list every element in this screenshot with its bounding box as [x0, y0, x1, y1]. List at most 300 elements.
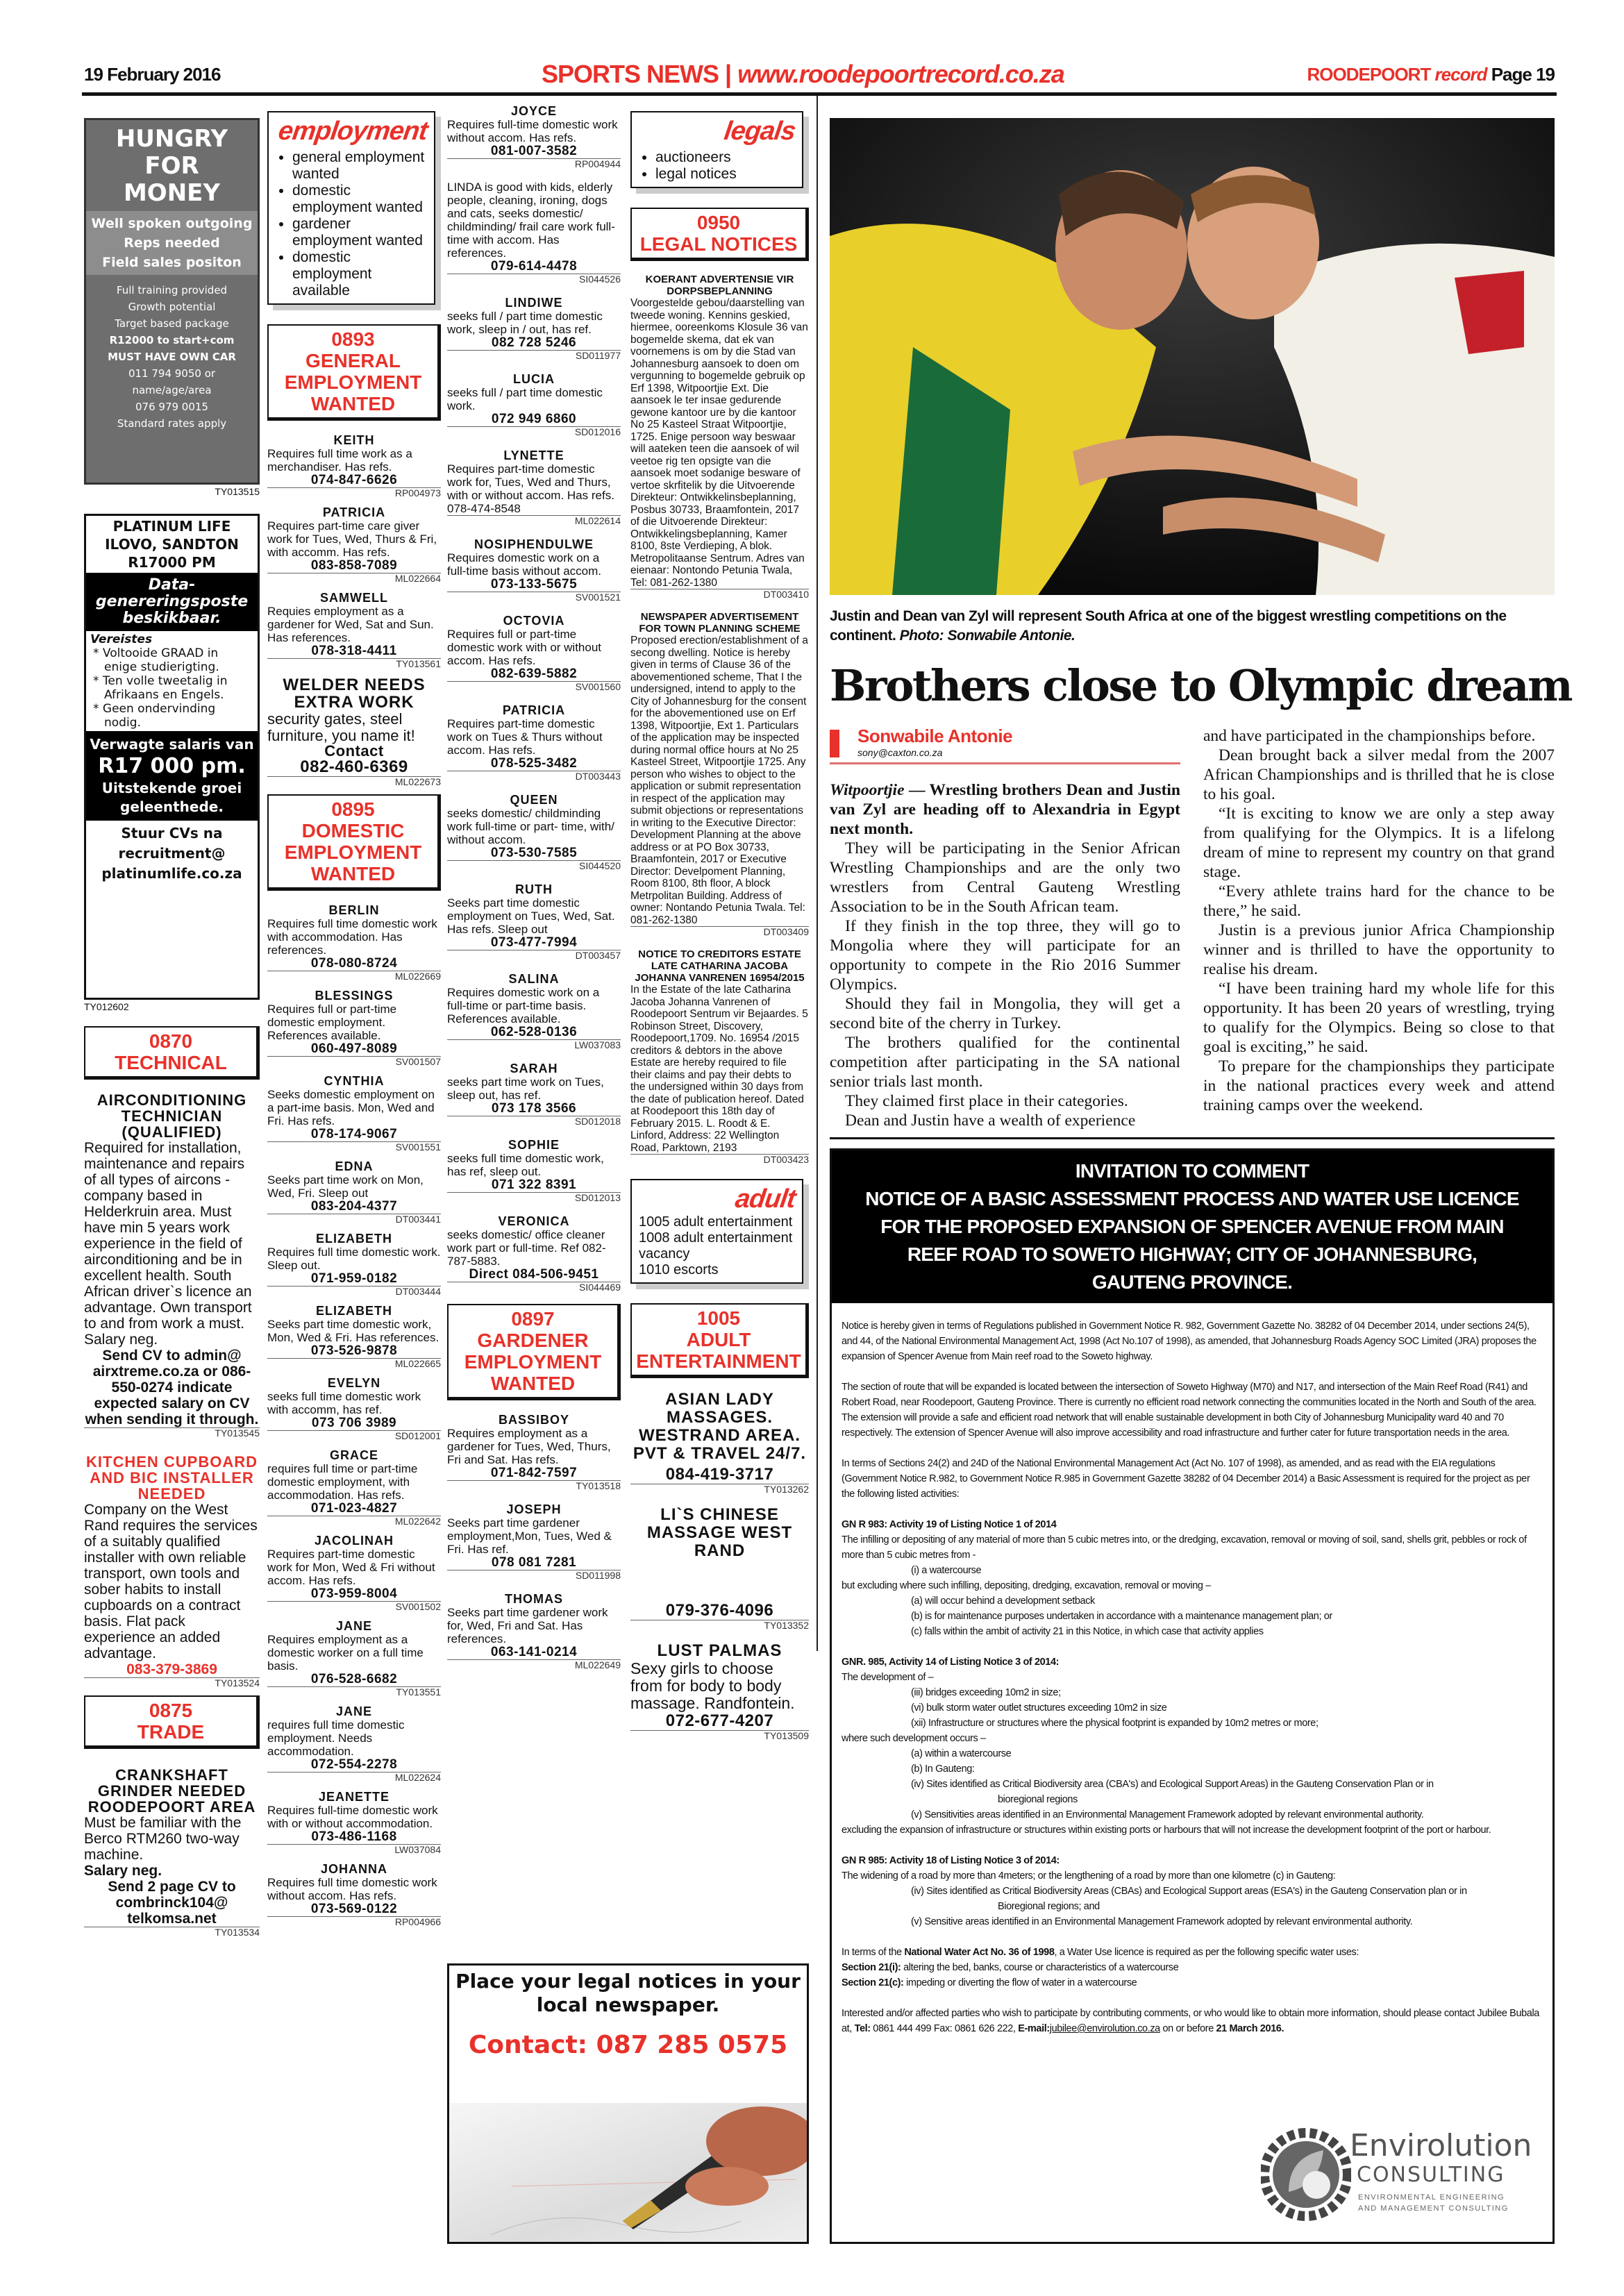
ad-ref: DT003441 — [267, 1214, 441, 1225]
ad-ref: SD012013 — [447, 1192, 621, 1203]
ad-name: KEITH — [333, 433, 375, 447]
ad-detail-line: MUST HAVE OWN CAR — [108, 351, 236, 363]
ad-phone: 079-376-4096 — [665, 1601, 774, 1620]
notice-text: In the Estate of the late Catharina Jacoba Johanna Vanrenen of Roodepoort Sentrum vir Bejaardes. 5 Robinson Street, Discovery, Roodepoort,1709. No. 16954 /2015 creditors & debtors in the above Estate are hereby required to file their claims and pay their debts to the undersigned within 30 days from the date of publication hereof. Dated at Roodepoort this 18th day of February 2015. L. Roodt & E. Linford, Address: 22 Wellington Road, Parktown, 2193 — [630, 984, 808, 1154]
notice-paragraph: In terms of Sections 24(2) and 24D of the National Environmental Management Act (Act No. 107 of 1998), as amended, and as read with the EIA regulations (Government Notice R.982, to Government Notice R.985 in Government Gazette 38282 of 04 December 2014) a Basic Assessment is required for the project as per the following listed activities: — [842, 1458, 1530, 1500]
ad-text: Requires part-time domestic work for Mon, Wed & Fri without accom. Has refs. — [267, 1548, 435, 1587]
activity-line: The infilling or depositing of any material of more than 5 cubic metres into, or the dredging, excavation, removal or moving of soil, sand, shells grit, pebbles or rock of more than 5 cubic metres from - — [842, 1534, 1527, 1561]
ad-text: Requies employment as a gardener for Wed, Sat and Sun. Has references. — [267, 605, 434, 644]
requirements-list — [90, 646, 253, 730]
ad-detail-line: R12000 to start+com — [109, 334, 235, 346]
article-paragraph: If they finish in the top three, they will go to Mongolia where they will participate for an opportunity to compete in the Rio 2016 Summer Olympics. — [830, 917, 1180, 994]
ad-ref: DT003444 — [267, 1286, 441, 1297]
ad-title: LI`S CHINESE MASSAGE WEST RAND — [646, 1505, 793, 1560]
ad-ref: SV001521 — [447, 592, 621, 603]
activity-line: (c) falls within the ambit of activity 21 in this Notice, in which case that activity applies — [911, 1626, 1264, 1637]
ad-text: Requires full time domestic work without accom. Has refs. — [267, 1876, 437, 1902]
index-item: • domestic employment wanted — [292, 183, 427, 216]
photo-caption — [830, 607, 1555, 646]
contact-paragraph — [842, 2006, 1543, 2036]
salary-line: Uitstekende groei geleenthede. — [101, 780, 242, 815]
ad-name: VERONICA — [498, 1214, 570, 1228]
ad-title-line: ILOVO, SANDTON — [105, 536, 239, 553]
adult-ad — [630, 1642, 809, 1741]
email-label: E-mail: — [1018, 2023, 1050, 2034]
category-label: GARDENER EMPLOYMENT WANTED — [464, 1330, 602, 1394]
ad-phone: 084-419-3717 — [665, 1465, 774, 1484]
ad-ref: TY013509 — [630, 1730, 809, 1741]
ad-name: BASSIBOY — [498, 1413, 570, 1427]
ad-name: QUEEN — [510, 793, 558, 807]
notice-paragraph: The section of route that will be expanded is located between the intersection of Soweto Highway (M70) and N17, and intersection of the Main Reef Road (R41) and Robert Road, near Roodepoort, Gauteng Province. There is currently no efficient road network connecting the communities located in the North and South of the area. The extension will provide a safe and efficient road network that will enable sustainable development in both City of Johannesburg Municipality ward 40 and 70 respectively. The extension of Spencer Avenue will also improve accessibility and road infrastructure and further cater for future transportation needs in the area. — [842, 1382, 1537, 1439]
ad-phone: 083-204-4377 — [310, 1199, 398, 1214]
ad-phone: 082-460-6369 — [300, 757, 408, 776]
index-item: • general employment wanted — [292, 149, 427, 183]
ad-ref: ML022642 — [267, 1516, 441, 1527]
ad-detail-line: name/age/area — [132, 384, 212, 396]
classified-ad — [447, 793, 621, 871]
ad-name: SAMWELL — [320, 591, 388, 605]
byline — [830, 726, 1180, 764]
page-number: Page 19 — [1491, 64, 1555, 85]
ad-ref: TY013352 — [630, 1620, 809, 1631]
classified-ad — [267, 1704, 441, 1783]
ad-ref: SI044526 — [447, 274, 621, 285]
adult-ad — [630, 1506, 809, 1631]
header-rule — [82, 92, 1557, 96]
category-code: 0893 — [331, 328, 375, 350]
activity-heading: GN R 985: Activity 18 of Listing Notice 3 of 2014: — [842, 1855, 1060, 1866]
notice-body — [832, 1303, 1552, 2036]
notice-text: Proposed erection/establishment of a secong dwelling. Notice is hereby given in terms of Clause 36 of the abovementioned scheme, That I the undersigned, intend to apply to the City of Johannesburg for the consent for the abovementioned use on Erf 1398, Witpoortjie, Ext 1. Particulars of the application may be inspected during normal office hours at No 25 Kasteel Street, Witpoortjie 1725. Any person who wishes to object to the application or submit representation in respect of the application may submit objections or representations in writing to the Executive Director: Development Planning at the above address or at PO Box 30733, Braamfontein, 2017 or Executive Director: Develpoment Planning, Room 8100, 8th floor, A block Metrpolitan Building. Address of owner: Nontando Petunia Twala. Tel: 081-262-1380 — [630, 635, 808, 926]
ad-cta: Send CV to admin@ airxtreme.co.za or 086-550-0274 indicate expected salary on CV when sending it through. — [85, 1348, 259, 1427]
employment-index — [267, 111, 435, 305]
ad-ref: ML022649 — [447, 1659, 621, 1670]
ad-text: Requires domestic work on a full-time or part-time basis. References available. — [447, 986, 600, 1025]
notice-heading-line: INVITATION TO COMMENT — [1075, 1160, 1309, 1182]
tel-label: Tel: — [854, 2023, 871, 2034]
ad-title: CRANKSHAFT GRINDER NEEDED ROODEPOORT AREA — [87, 1766, 256, 1816]
category-heading — [84, 1695, 260, 1749]
ad-ref: TY013524 — [84, 1677, 260, 1689]
ad-text: Requires full time domestic work. Sleep out. — [267, 1246, 441, 1272]
article-paragraph: They claimed first place in their categories. — [845, 1092, 1128, 1110]
water-act-paragraph — [842, 1945, 1543, 1960]
ad-text: Sexy girls to choose from for body to body massage. Randfontein. — [630, 1659, 795, 1712]
activity-heading: GN R 983: Activity 19 of Listing Notice 1 of 2014 — [842, 1519, 1057, 1530]
author-name: Sonwabile Antonie — [857, 726, 1013, 746]
ad-ref: SD011998 — [447, 1570, 621, 1581]
lead-text: — Wrestling brothers Dean and Justin van Zyl are heading off to Alexandria in Egypt next month. — [830, 781, 1180, 838]
notice-heading-line: NOTICE OF A BASIC ASSESSMENT PROCESS AND WATER USE LICENCE — [865, 1188, 1519, 1209]
ad-text: seeks part time work on Tues, sleep out, has ref. — [447, 1075, 604, 1102]
category-label: ADULT ENTERTAINMENT — [636, 1329, 801, 1372]
classifieds-column-3 — [447, 104, 621, 1958]
ad-name: BERLIN — [328, 903, 380, 917]
ad-text: seeks domestic/ childminding work full-time or part- time, with/ without accom. — [447, 807, 614, 846]
ad-ref: TY012602 — [84, 1001, 129, 1012]
text: Interested and/or affected parties who wish to participate by contributing comments, or who would like to obtain more information, should please contact Jubilee Bubala at, — [842, 2008, 1539, 2034]
ad-detail-line: Target based package — [115, 317, 229, 330]
ad-phone: Direct 084-506-9451 — [469, 1267, 599, 1282]
ad-ref: DT003410 — [630, 589, 809, 600]
section-text: impeding or diverting the flow of water in a watercourse — [903, 1977, 1137, 1988]
classified-ad — [447, 537, 621, 603]
activity-line: (v) Sensitivities areas identified in an Environmental Management Framework adopted by relevant environmental authority. — [911, 1809, 1424, 1820]
index-item: • gardener employment wanted — [292, 216, 427, 249]
ad-name: OCTOVIA — [503, 614, 565, 628]
classified-ad — [267, 1619, 441, 1698]
ad-banner: Data-genereringsposte beskikbaar. — [86, 573, 258, 631]
logo-sub: CONSULTING — [1357, 2163, 1505, 2187]
section-21c — [842, 1975, 1543, 1991]
notice-text: Voorgestelde gebou/daarstelling van tweede woning. Kennins geskied, hiermee, ooreenkoms Klosule 36 van bogemelde skema, dat ek van voornemens is om by die Stad van Johannesburg aansoek to doen om vergunning to bogemelde gebruik op Erf 1398, Witpoortjie Ext. Die aansoek le ter insae gedurende gewone kantoor ure by die kantoor No 25 Kasteel Straat Witpoortjie, 1725. Enige persoon way beswaar will aateken teen die aansoek of wil veetoe rig ten opsigte van die aansoek moet sodanige besware of vertoe skrfitelik by die Uitvoerende Direkteur: Ontwikkelinsbeplanning, Posbus 30733, Braamfontein, 2017 of die Uitvoerende Direkteur: Ontwikkelingsbeplanning, Kamer 8100, 8ste Verdieping, A blok. Metropolitaanse Sentrum. Adres van eienaar: Nontondo Petunia Twala, Tel: 081-262-1380 — [630, 297, 808, 589]
ad-phone: 076-528-6682 — [310, 1672, 398, 1686]
ad-ref: SD012018 — [447, 1116, 621, 1127]
activity-line: (iv) Sites identified as Critical Biodiversity area (CBA's) and Ecological Support Areas) in the Gauteng Conservation Plan or in — [911, 1779, 1434, 1790]
ad-phone: 073-526-9878 — [310, 1343, 398, 1358]
classified-ad — [447, 972, 621, 1050]
ad-text: seeks full time domestic work, has ref, sleep out. — [447, 1152, 604, 1178]
article-column-right — [1203, 726, 1555, 1115]
ad-ref: SD012001 — [267, 1430, 441, 1441]
phone-numbers: 0861 444 499 Fax: 0861 626 222, — [870, 2023, 1019, 2034]
listed-activity — [842, 1517, 1543, 1639]
ad-name: NOSIPHENDULWE — [474, 537, 594, 551]
ad-ref: DT003423 — [630, 1154, 809, 1165]
logo-tagline: AND MANAGEMENT CONSULTING — [1358, 2204, 1509, 2213]
ad-ref: ML022664 — [267, 573, 441, 584]
ad-ref: DT003409 — [630, 926, 809, 937]
ad-ref: LW037083 — [447, 1039, 621, 1050]
ad-title: Place your legal notices in your local newspaper. — [455, 1970, 801, 2016]
byline-bar — [830, 730, 839, 757]
activity-line: The widening of a road by more than 4meters; or the lengthening of a road by more than one kilometre (c) in Gauteng: — [842, 1870, 1336, 1882]
kitchen-installer-ad — [84, 1454, 260, 1689]
ad-name: LUCIA — [513, 372, 555, 386]
ad-text: Requires employment as a domestic worker on a full time basis. — [267, 1633, 424, 1673]
ad-phone: 082-639-5882 — [490, 667, 578, 681]
ad-ref: DT003457 — [447, 950, 621, 961]
ad-name: EVELYN — [327, 1376, 381, 1390]
ad-detail-line: 011 794 9050 or — [128, 367, 216, 380]
column-divider — [817, 96, 818, 1651]
legals-column — [630, 111, 809, 1958]
ad-title-line: MONEY — [123, 179, 221, 207]
activity-line: bioregional regions — [998, 1794, 1078, 1805]
salary-line: Verwagte salaris van — [90, 736, 254, 753]
ad-name: THOMAS — [505, 1592, 563, 1606]
ad-name: JACOLINAH — [314, 1534, 394, 1548]
ad-ref: ML022665 — [267, 1358, 441, 1369]
ad-ref: RP004944 — [447, 158, 621, 169]
ad-name: GRACE — [329, 1448, 378, 1462]
ad-text: Requires part-time domestic work on Tues & Thurs without accom. Has refs. — [447, 717, 603, 757]
ad-ref: TY013551 — [267, 1686, 441, 1698]
article-headline: Brothers close to Olympic dream — [830, 660, 1572, 711]
text: , a Water Use licence is required as per the following specific water uses: — [1054, 1947, 1359, 1958]
index-title: employment — [276, 117, 430, 146]
article-paragraph: Justin is a previous junior Africa Championship winner and is thrilled to have the opportunity to realise his dream. — [1203, 921, 1555, 978]
text: In terms of the — [842, 1947, 905, 1958]
ad-ref: TY013515 — [215, 486, 260, 497]
website-link[interactable]: www.roodepoortrecord.co.za — [737, 60, 1064, 88]
notice-title: NEWSPAPER ADVERTISEMENT FOR TOWN PLANNING SCHEME — [639, 611, 801, 635]
ad-title: KITCHEN CUPBOARD AND BIC INSTALLER NEEDED — [86, 1453, 258, 1502]
section-21i — [842, 1960, 1543, 1975]
aircon-ad — [84, 1092, 260, 1439]
ad-phone: 082 728 5246 — [491, 335, 577, 350]
ad-phone: 071-842-7597 — [490, 1466, 578, 1480]
email-link[interactable]: jubilee@envirolution.co.za — [1049, 2023, 1160, 2034]
activity-line: (iii) bridges exceeding 10m2 in size; — [911, 1687, 1061, 1698]
classified-ad — [267, 989, 441, 1067]
classified-ad — [267, 903, 441, 982]
feature-ad — [267, 676, 441, 787]
category-code: 0875 — [149, 1700, 193, 1721]
category-label: TRADE — [137, 1721, 205, 1743]
adult-ad — [630, 1391, 809, 1495]
ad-title: WELDER NEEDS EXTRA WORK — [283, 676, 426, 712]
ad-text: Requires full time domestic work with accommodation. Has references. — [267, 917, 437, 957]
ad-text: Requires full or part-time domestic employment. References available. — [267, 1003, 397, 1042]
activity-line: (i) a watercourse — [911, 1565, 982, 1576]
activity-line: (b) is for maintenance purposes undertaken in accordance with a maintenance management plan; or — [911, 1611, 1332, 1622]
logo-tagline: ENVIRONMENTAL ENGINEERING — [1358, 2193, 1505, 2202]
listed-activity — [842, 1654, 1543, 1838]
article-paragraph: “It is exciting to know we are only a step away from qualifying for the Olympics. It is a lifelong dream of mine to represent my country on that grand stage. — [1203, 805, 1555, 881]
ad-ref: SI044469 — [447, 1282, 621, 1293]
ad-title: LUST PALMAS — [657, 1641, 782, 1660]
ad-text: Company on the West Rand requires the services of a suitably qualified installer with own reliable transport, own tools and sober habits to install cupboards on a contract basis. Flat pack experience an added advantage. — [84, 1502, 258, 1661]
ad-phone: 073-133-5675 — [490, 577, 578, 592]
ad-ref: ML022624 — [267, 1772, 441, 1783]
article-paragraph: To prepare for the championships they participate in the national practices every week and attend training camps over the weekend. — [1203, 1057, 1555, 1114]
ad-name: ELIZABETH — [316, 1304, 392, 1318]
ad-text: Requires part-time care giver work for Tues, Wed, Thurs & Fri, with accomm. Has refs. — [267, 519, 437, 559]
ad-contact: Contact: 087 285 0575 — [468, 2031, 788, 2059]
envirolution-logo — [1261, 2122, 1532, 2227]
classified-ad — [267, 1790, 441, 1855]
article-paragraph: Dean and Justin have a wealth of experience — [845, 1112, 1136, 1130]
ad-subtitle-line: Reps needed — [124, 235, 220, 251]
ad-text: Requires full time work as a merchandiser. Has refs. — [267, 447, 412, 474]
ad-phone: 078 081 7281 — [491, 1555, 577, 1570]
classified-ad — [267, 591, 441, 669]
section-title — [542, 60, 1064, 89]
ad-salary: Salary neg. — [84, 1863, 162, 1879]
ad-phone: 072 949 6860 — [491, 412, 577, 426]
ad-title: AIRCONDITIONING TECHNICIAN (QUALIFIED) — [97, 1091, 247, 1141]
activity-line: excluding the expansion of infrastructure or structures within existing ports or harbours that will not increase the development footprint of the port or harbour. — [842, 1825, 1491, 1836]
ad-subtitle-line: Well spoken outgoing — [91, 216, 253, 231]
ad-title — [86, 516, 258, 573]
ad-ref: ML022669 — [267, 971, 441, 982]
category-label: DOMESTIC EMPLOYMENT WANTED — [284, 820, 422, 885]
ad-name: JOYCE — [510, 104, 558, 118]
ad-phone: 073 178 3566 — [491, 1101, 577, 1116]
ad-ref: SD011977 — [447, 350, 621, 361]
salary-line: R17 000 pm. — [98, 754, 246, 778]
ad-cta: Stuur CVs na recruitment@ platinumlife.co.za — [101, 825, 242, 882]
logo-name: Envirolution — [1350, 2128, 1532, 2163]
ad-phone: 081-007-3582 — [490, 144, 578, 158]
index-title: legals — [722, 117, 798, 146]
ad-text: Seeks part time work on Mon, Wed, Fri. Sleep out — [267, 1173, 424, 1200]
legal-notice — [630, 611, 809, 937]
ad-name: JANE — [335, 1619, 372, 1633]
requirement-item: * Ten volle tweetalig in Afrikaans en Engels. — [93, 674, 228, 702]
article-lead — [830, 780, 1180, 839]
notice-paragraph: Notice is hereby given in terms of Regulations published in Government Notice R. 982, Government Gazette No. 38282 of 04 December 2014, under sections 24(5), and 44, of the National Environmental Management Act, 1998 (Act No.107 of 1998), as amended, that Johannesburg Roads Agency SOC Limited (JRA) proposes the expansion of Spencer Avenue from Main reef road to the Soweto highway. — [842, 1321, 1537, 1362]
ad-text: Requires full-time domestic work without accom. Has refs. — [447, 118, 618, 144]
ad-name: SARAH — [510, 1062, 558, 1075]
page-masthead — [1307, 64, 1555, 85]
ad-name: RUTH — [515, 882, 553, 896]
index-list — [639, 149, 795, 183]
ad-subtitle — [86, 211, 258, 275]
ad-text: Requires full-time domestic work with or without accommodation. — [267, 1804, 438, 1830]
classified-ad — [267, 1376, 441, 1441]
category-heading — [267, 324, 441, 421]
ad-name: JEANETTE — [318, 1790, 390, 1804]
ad-name: SOPHIE — [508, 1138, 560, 1152]
category-heading — [447, 1304, 621, 1400]
ad-name: PATRICIA — [322, 505, 386, 519]
spacer — [630, 1560, 809, 1602]
activity-line: (a) will occur behind a development setback — [911, 1595, 1095, 1607]
platinum-life-ad — [84, 514, 260, 1000]
ad-detail-line: Full training provided — [116, 284, 228, 296]
ad-phone: 073 706 3989 — [311, 1416, 397, 1430]
legals-index — [630, 111, 803, 188]
ad-text: Seeks part time domestic employment on Tues, Wed, Sat. Has refs. Sleep out — [447, 896, 615, 936]
ad-ref: LW037084 — [267, 1844, 441, 1855]
ad-text: LINDA is good with kids, elderly people, cleaning, ironing, dogs and cats, seeks domestic/ childminding/ frail care work full-time with accom. Has references. — [447, 181, 615, 260]
ad-text: Seeks part time gardener employment,Mon, Tues, Wed & Fri. Has ref. — [447, 1516, 612, 1556]
index-list — [639, 1214, 795, 1278]
notice-heading-line: FOR THE PROPOSED EXPANSION OF SPENCER AVENUE FROM MAIN — [880, 1216, 1504, 1237]
ad-phone: 083-379-3869 — [126, 1661, 217, 1677]
activity-line: (a) within a watercourse — [911, 1748, 1012, 1759]
ad-text: Requires domestic work on a full-time basis without accom. — [447, 551, 602, 578]
technical-section — [84, 1021, 260, 1945]
ad-name: JOSEPH — [506, 1502, 562, 1516]
ad-ref: SV001560 — [447, 681, 621, 692]
activity-line: (xii) Infrastructure or structures where the physical footprint is expanded by 10m2 metres or more; — [911, 1718, 1319, 1729]
ad-text: Seeks part time domestic work, Mon, Wed & Fri. Has references. — [267, 1318, 440, 1344]
category-heading — [630, 208, 809, 261]
crankshaft-ad — [84, 1767, 260, 1938]
ad-phone: 074-847-6626 — [310, 473, 398, 487]
activity-line: (b) In Gauteng: — [911, 1763, 975, 1775]
invitation-to-comment-notice — [830, 1148, 1555, 2244]
ad-ref: SV001551 — [267, 1141, 441, 1153]
ad-phone: 071-023-4827 — [310, 1501, 398, 1516]
classified-ad — [447, 703, 621, 782]
ad-phone: 073-569-0122 — [310, 1902, 398, 1916]
ad-text: Requires part-time domestic work for, Tues, Wed and Thurs, with or without accom. Has refs. 078-474-8548 — [447, 462, 614, 515]
place-legal-notice-ad — [447, 1963, 809, 2244]
legal-notice — [630, 948, 809, 1165]
ad-phone: 073-959-8004 — [310, 1586, 398, 1601]
classified-ad — [267, 1304, 441, 1369]
ad-detail-line: Standard rates apply — [117, 417, 227, 430]
caption-text: Justin and Dean van Zyl will represent South Africa at one of the biggest wrestling competitions on the continent. — [830, 608, 1507, 644]
ad-text: seeks full / part time domestic work. — [447, 386, 603, 412]
notice-title: NOTICE TO CREDITORS ESTATE LATE CATHARINA JACOBA JOHANNA VANRENEN 16954/2015 — [635, 948, 805, 984]
ad-name: BLESSINGS — [315, 989, 394, 1003]
index-item: 1005 adult entertainment — [639, 1214, 793, 1230]
section-label: SPORTS NEWS | — [542, 60, 738, 88]
classified-ad — [447, 1592, 621, 1670]
index-item: • domestic employment available — [292, 249, 427, 299]
index-item: 1008 adult entertainment vacancy — [639, 1230, 793, 1262]
requirements — [86, 631, 258, 731]
activity-line: (v) Sensitive areas identified in an Environmental Management Framework adopted by relevant environmental authority. — [911, 1916, 1413, 1927]
ad-phone: 071 322 8391 — [491, 1178, 577, 1192]
issue-date: 19 February 2016 — [84, 64, 221, 85]
ad-ref: ML022614 — [447, 515, 621, 526]
ad-title-line: PLATINUM LIFE — [112, 518, 231, 535]
ad-text: Seeks domestic employment on a part-ime basis. Mon, Wed and Fri. Has refs. — [267, 1088, 435, 1128]
classified-ad — [447, 614, 621, 692]
category-heading — [84, 1026, 260, 1080]
ad-ref: SD012016 — [447, 426, 621, 437]
ad-text: seeks full time domestic work with accomm, has ref. — [267, 1390, 421, 1416]
requirements-heading: Vereistes — [90, 632, 153, 646]
ad-name: ELIZABETH — [316, 1232, 392, 1246]
classified-ad — [447, 104, 621, 169]
ad-name: LYNETTE — [503, 449, 564, 462]
ad-phone: 078-174-9067 — [310, 1127, 398, 1141]
notice-heading-line: REEF ROAD TO SOWETO HIGHWAY; CITY OF JOHANNESBURG, — [907, 1243, 1477, 1265]
activity-line: where such development occurs – — [842, 1733, 986, 1744]
category-label: TECHNICAL — [115, 1052, 227, 1073]
classified-ad — [447, 181, 621, 285]
ad-phone: 078-080-8724 — [310, 956, 398, 971]
text: on or before — [1160, 2023, 1216, 2034]
article-paragraph: “Every athlete trains hard for the chance to be there,” he said. — [1203, 882, 1555, 920]
ad-phone: 073-530-7585 — [490, 846, 578, 860]
author-email[interactable]: sony@caxton.co.za — [857, 747, 943, 758]
category-code: 0950 — [696, 212, 741, 233]
category-heading — [630, 1303, 809, 1378]
photo-credit: Photo: Sonwabile Antonie. — [899, 628, 1075, 644]
ad-text: security gates, steel furniture, you name it! — [267, 710, 415, 744]
classified-ad — [447, 1502, 621, 1581]
category-label: LEGAL NOTICES — [639, 233, 798, 255]
ad-text: Required for installation, maintenance and repairs of all types of aircons - company based in Helderkruin area. Must have min 5 years work experience in the field of airconditioning and be in excellent health. South African driver`s licence an advantage. Own transport to and from work a must. Salary neg. — [84, 1140, 252, 1348]
ad-text: Must be familiar with the Berco RTM260 two-way machine. — [84, 1815, 242, 1863]
notice-title: KOERANT ADVERTENSIE VIR DORPSBEPLANNING — [645, 274, 794, 297]
ad-text: Seeks part time gardener work for, Wed, Fri and Sat. Has references. — [447, 1606, 608, 1645]
ad-ref: TY013545 — [84, 1427, 260, 1439]
ad-title: ASIAN LADY MASSAGES. WESTRAND AREA. PVT & TRAVEL 24/7. — [633, 1390, 807, 1463]
brand-name: ROODEPOORT — [1307, 64, 1435, 85]
article-column-left — [830, 780, 1180, 1130]
ad-ref: SV001502 — [267, 1601, 441, 1612]
ad-text: requires full time domestic employment. Needs accommodation. — [267, 1718, 405, 1758]
article-paragraph: and have participated in the championships before. — [1203, 727, 1536, 745]
classifieds-column-2 — [267, 111, 441, 2246]
dateline: Witpoortjie — [830, 781, 905, 799]
ad-ref: RP004966 — [267, 1916, 441, 1927]
salary-banner — [86, 731, 258, 821]
ad-ref: TY013262 — [630, 1484, 809, 1495]
classified-ad — [267, 1074, 441, 1153]
article-end-rule — [830, 1137, 1555, 1139]
